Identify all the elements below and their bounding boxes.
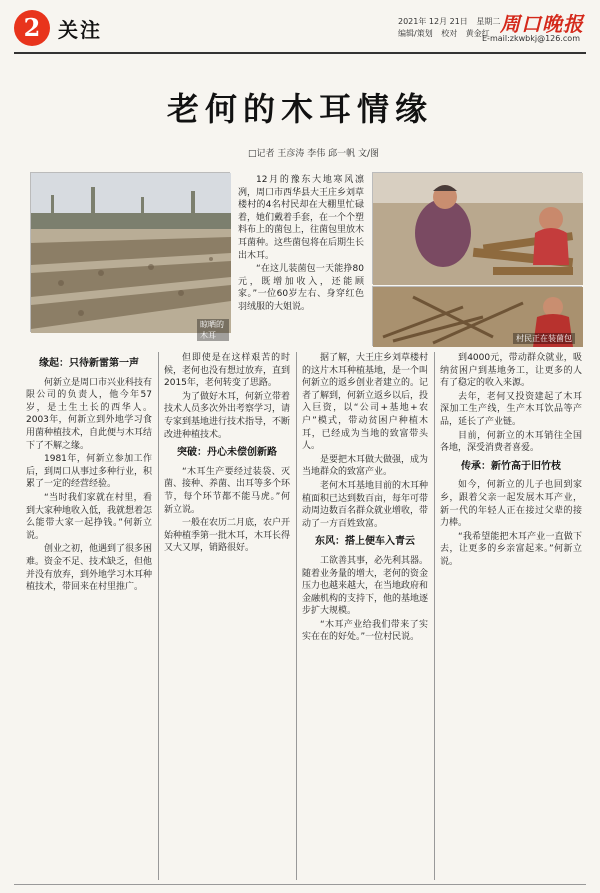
paragraph: “在这儿装菌包一天能挣80元，既增加收入，还能顾家。”一位60岁左右、身穿红色羽绒服的大姐说。	[238, 264, 364, 312]
paragraph: 是要把木耳做大做强，成为当地群众的致富产业。	[302, 454, 429, 478]
photo-villagers-bottom	[372, 286, 582, 346]
photo-villagers-top	[372, 172, 582, 284]
subheading: 东风：搭上便车入青云	[315, 536, 415, 548]
page-header	[0, 0, 600, 62]
subheading: 突破：丹心未偿创新路	[177, 447, 277, 459]
paragraph: 创业之初，他遇到了很多困难。资金不足、技术缺乏，但他并没有放弃，到外地学习木耳种植技术，带回来在村里推广。	[26, 544, 153, 593]
editor-label: 编辑/策划	[398, 29, 433, 38]
subheading: 传承：新竹高于旧竹枝	[461, 460, 561, 472]
column-4	[440, 352, 582, 880]
caption-left: 晾晒的木耳	[197, 319, 229, 341]
paragraph: 据了解，大王庄乡刘草楼村的这片木耳种植基地，是一个叫何新立的返乡创业者建立的。记者了解到，何新立返乡以后，投入巨资，以“公司+基地+农户”模式，带动贫困户种植木耳，已经成为当地的致富带头人。	[302, 353, 429, 452]
paragraph: 老何木耳基地目前的木耳种植面积已达到数百亩，每年可带动周边数百名群众就业增收，带动了一方百姓致富。	[302, 480, 429, 529]
column-divider	[296, 352, 297, 880]
caption-right: 村民正在装菌包	[513, 333, 575, 344]
paragraph: “当时我们家就在村里，看到大家种地收入低，我就想着怎么能带大家一起挣钱。”何新立说。	[26, 492, 153, 541]
paragraph: “木耳产业给我们带来了实实在在的好处。”一位村民说。	[302, 619, 428, 643]
paragraph: “木耳生产要经过装袋、灭菌、接种、养菌、出耳等多个环节，每个环节都不能马虎。”何新立说。	[164, 466, 291, 515]
paragraph: 如今，何新立的儿子也回到家乡，跟着父亲一起发展木耳产业，新一代的年轻人正在接过父辈的接力棒。	[440, 480, 582, 529]
paragraph: “我希望能把木耳产业一直做下去，让更多的乡亲富起来。”何新立说。	[440, 531, 582, 567]
article-byline: □记者 王彦涛 李伟 邱一帆 文/图	[248, 149, 379, 159]
column-divider	[434, 352, 435, 880]
paragraph: 去年，老何又投资建起了木耳深加工生产线，生产木耳饮品等产品，延长了产业链。	[440, 391, 582, 427]
issue-date: 2021年 12月 21日	[398, 17, 468, 26]
paragraph: 何新立是周口市兴业科技有限公司的负责人，他今年57岁，是土生土长的西华人。2003年，何新立到外地学习食用菌种植技术，自此便与木耳结下了不解之缘。	[26, 377, 153, 451]
photo-fungus-field	[30, 172, 230, 340]
paragraph: 但即使是在这样艰苦的时候，老何也没有想过放弃，直到2015年，老何转变了思路。	[164, 353, 291, 389]
subheading: 缘起：只待新雷第一声	[39, 358, 139, 369]
proof-label: 校对	[441, 29, 458, 38]
column-3	[302, 352, 428, 880]
paragraph: 工欲善其事，必先利其器。随着业务量的增大，老何的资金压力也越来越大，在当地政府和金融机构的支持下，他的基地逐步扩大规模。	[302, 555, 429, 617]
contact-email: E-mail:zkwbkj@126.com	[482, 34, 580, 43]
paragraph: 12月的豫东大地寒风凛冽，周口市西华县大王庄乡刘草楼村的4名村民却在大棚里忙碌着，她们戴着手套，在一个个塑料布上的菌包上，往菌包里放木耳菌种。这些菌包将在后期生长出木耳。	[238, 175, 365, 261]
column-1	[26, 352, 152, 880]
section-name: 关注	[58, 18, 102, 42]
column-divider	[158, 352, 159, 880]
column-2	[164, 352, 290, 880]
paragraph: 到4000元，带动群众就业，吸纳贫困户到基地务工，让更多的人有了稳定的收入来源。	[440, 353, 582, 389]
paragraph: 一般在农历二月底，农户开始种植季第一批木耳，木耳长得又大又厚，销路很好。	[164, 518, 291, 554]
intro-column	[238, 174, 364, 344]
page-number-badge: 2	[14, 10, 50, 46]
paragraph: 目前，何新立的木耳销往全国各地，深受消费者喜爱。	[440, 430, 582, 454]
header-divider	[14, 52, 586, 54]
paragraph: 1981年，何新立参加工作后，到周口从事过多种行业，积累了一定的经营经验。	[26, 454, 153, 490]
article-title: 老何的木耳情缘	[166, 90, 433, 128]
newspaper-masthead: 周口晚报	[500, 12, 584, 36]
footer-divider	[14, 884, 586, 885]
issue-weekday: 星期二	[476, 17, 501, 26]
proofer-name: 黄金红	[465, 29, 490, 38]
paragraph: 为了做好木耳，何新立带着技术人员多次外出考察学习，请专家到基地进行技术指导，不断改进种植技术。	[164, 391, 291, 440]
